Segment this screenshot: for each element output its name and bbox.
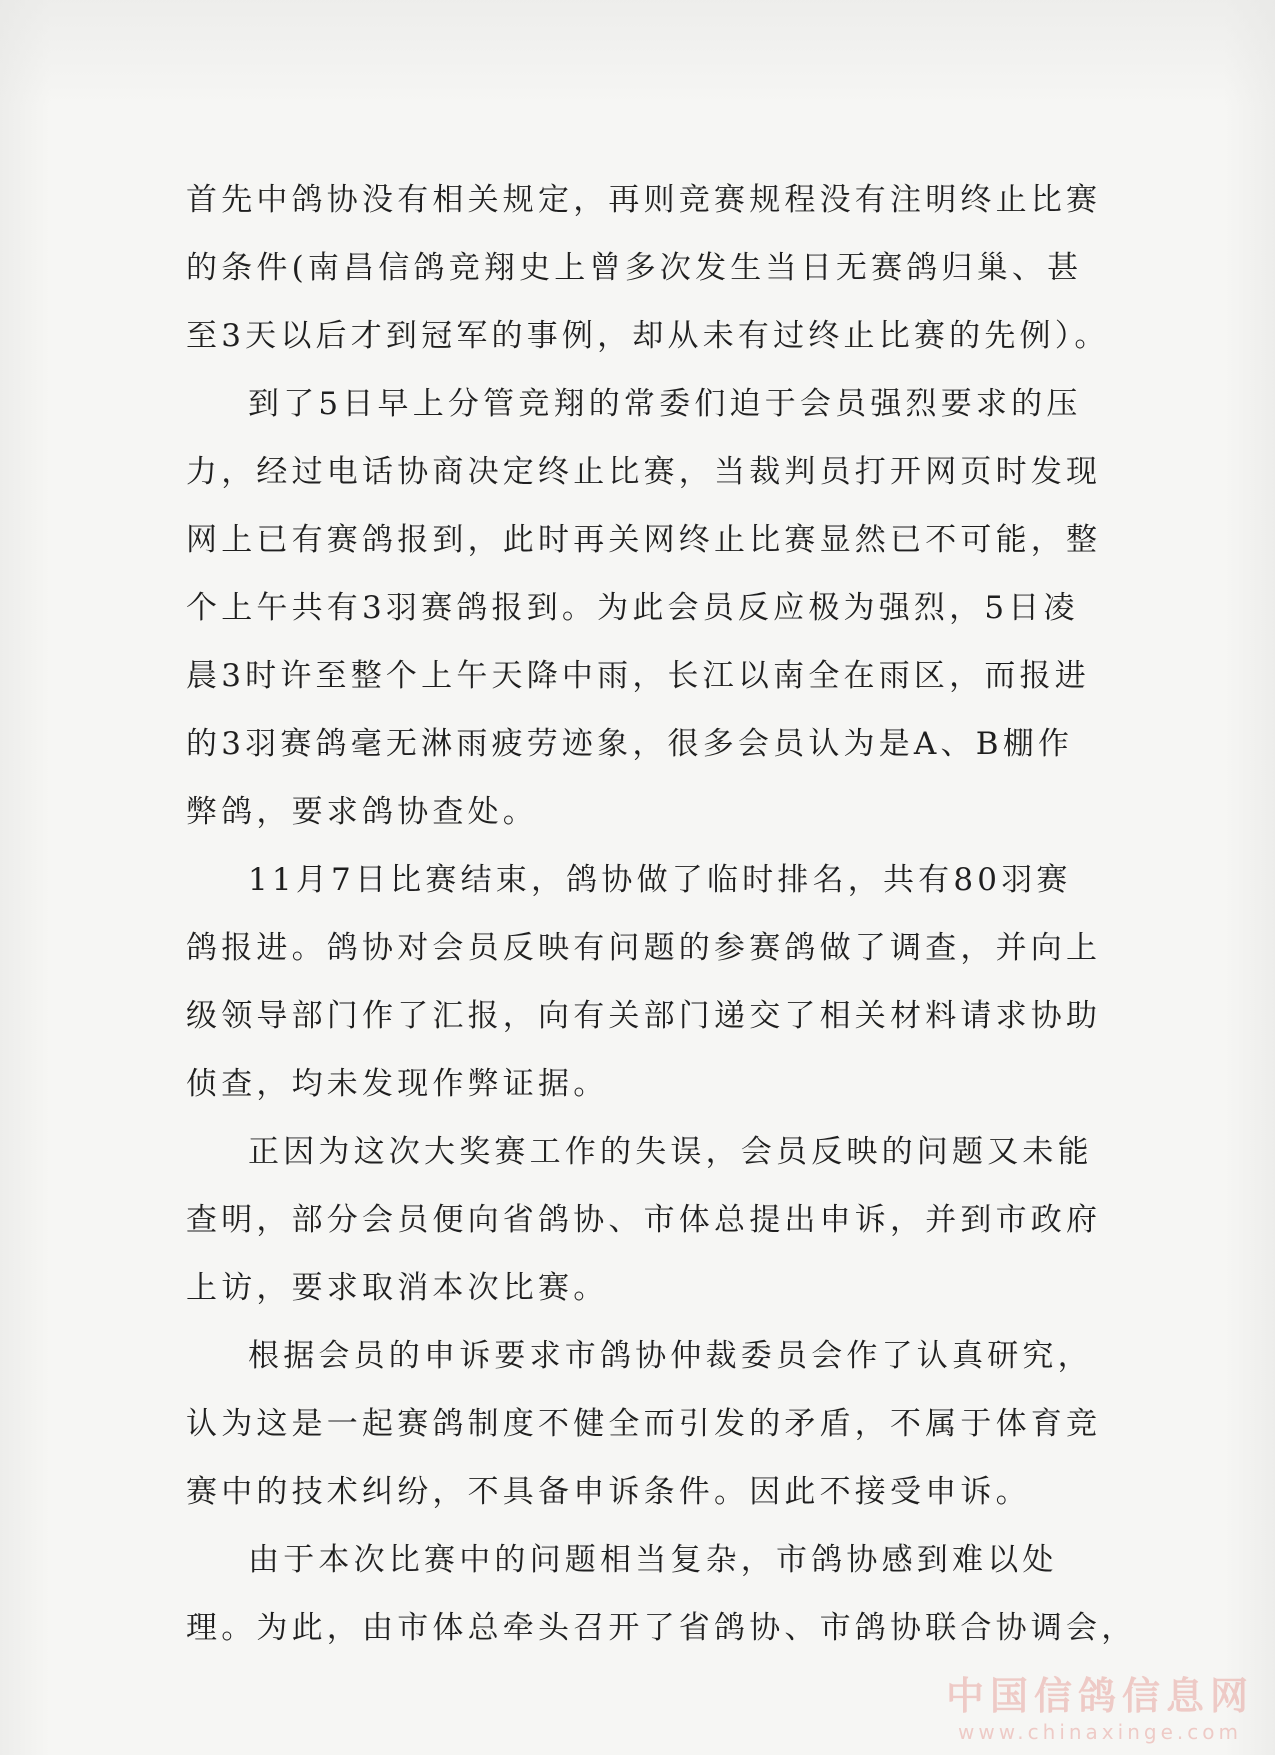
text-line: 根据会员的申诉要求市鸽协仲裁委员会作了认真研究， bbox=[248, 1338, 1093, 1374]
text-line: 的条件(南昌信鸽竞翔史上曾多次发生当日无赛鸽归巢、甚 bbox=[186, 250, 1083, 286]
text-line: 理。为此，由市体总牵头召开了省鸽协、市鸽协联合协调会， bbox=[186, 1610, 1137, 1646]
watermark bbox=[935, 1673, 1265, 1745]
text-line: 认为这是一起赛鸽制度不健全而引发的矛盾，不属于体育竞 bbox=[186, 1406, 1102, 1442]
watermark-title: 中国信鸽信息网 bbox=[945, 1674, 1254, 1718]
watermark-url: www.chinaxinge.com bbox=[958, 1720, 1242, 1744]
text-line: 至3天以后才到冠军的事例，却从未有过终止比赛的先例）。 bbox=[186, 318, 1110, 354]
text-line: 的3羽赛鸽毫无淋雨疲劳迹象，很多会员认为是A、B棚作 bbox=[186, 726, 1074, 762]
text-line: 首先中鸽协没有相关规定，再则竞赛规程没有注明终止比赛 bbox=[186, 182, 1102, 218]
text-line: 网上已有赛鸽报到，此时再关网终止比赛显然已不可能，整 bbox=[186, 522, 1102, 558]
text-line: 查明，部分会员便向省鸽协、市体总提出申诉，并到市政府 bbox=[186, 1202, 1102, 1238]
text-line: 力，经过电话协商决定终止比赛，当裁判员打开网页时发现 bbox=[186, 454, 1102, 490]
text-line: 到了5日早上分管竞翔的常委们迫于会员强烈要求的压 bbox=[248, 386, 1082, 422]
text-line: 由于本次比赛中的问题相当复杂，市鸽协感到难以处 bbox=[248, 1542, 1058, 1578]
text-line: 赛中的技术纠纷，不具备申诉条件。因此不接受申诉。 bbox=[186, 1474, 1031, 1510]
text-line: 鸽报进。鸽协对会员反映有问题的参赛鸽做了调查，并向上 bbox=[186, 930, 1102, 966]
text-line: 个上午共有3羽赛鸽报到。为此会员反应极为强烈，5日凌 bbox=[186, 590, 1079, 626]
text-line: 晨3时许至整个上午天降中雨，长江以南全在雨区，而报进 bbox=[186, 658, 1090, 694]
text-line: 11月7日比赛结束，鸽协做了临时排名，共有80羽赛 bbox=[248, 862, 1072, 898]
text-line: 上访，要求取消本次比赛。 bbox=[186, 1270, 609, 1306]
text-line: 弊鸽，要求鸽协查处。 bbox=[186, 794, 538, 830]
text-line: 级领导部门作了汇报，向有关部门递交了相关材料请求协助 bbox=[186, 998, 1102, 1034]
document-body bbox=[186, 166, 1137, 1662]
text-line: 侦查，均未发现作弊证据。 bbox=[186, 1066, 609, 1102]
text-line: 正因为这次大奖赛工作的失误，会员反映的问题又未能 bbox=[248, 1134, 1093, 1170]
